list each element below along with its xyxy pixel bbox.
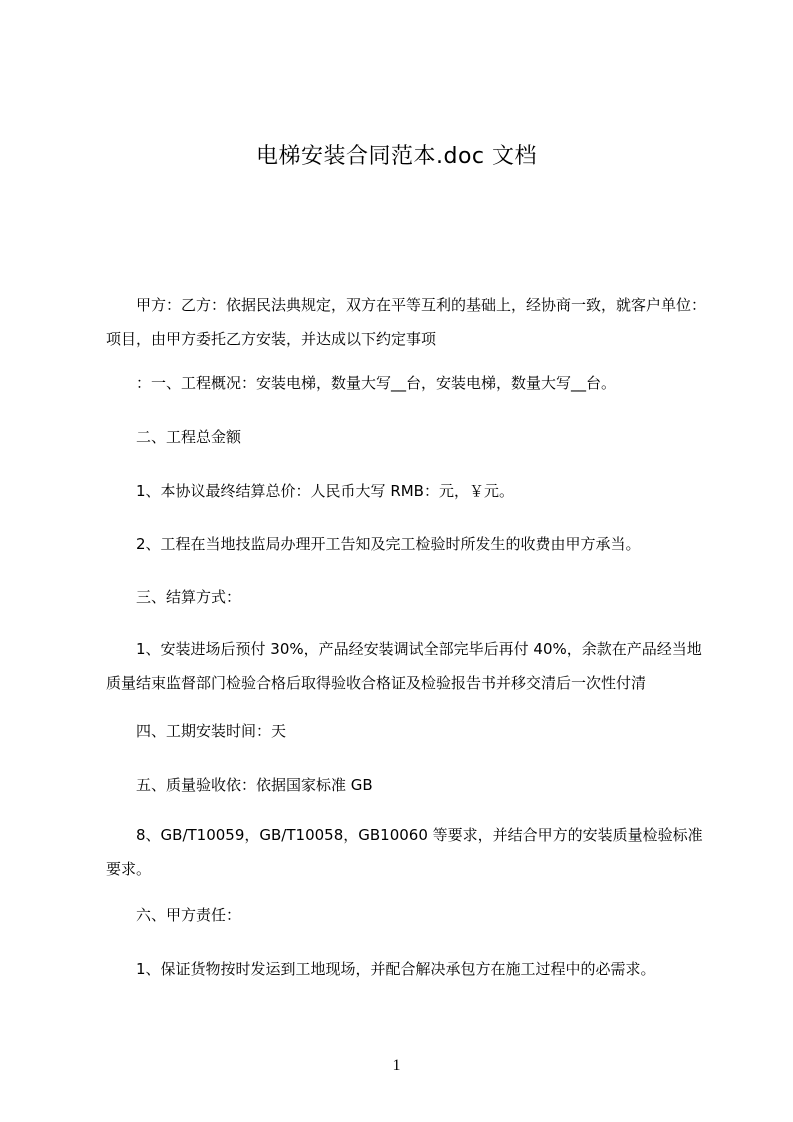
paragraph-section-4: 四、工期安装时间：天: [136, 722, 287, 740]
paragraph-standards: 8、GB/T10059，GB/T10058，GB10060 等要求，并结合甲方的安装质量检验标准要求。: [106, 826, 703, 878]
page-number: 1: [392, 1057, 401, 1074]
paragraph-item-2-1: 1、本协议最终结算总价：人民币大写 RMB：元，￥元。: [136, 482, 514, 500]
paragraph-item-3-1: 1、安装进场后预付 30%，产品经安装调试全部完毕后再付 40%，余款在产品经当地质量结束监督部门检验合格后取得验收合格证及检验报告书并移交清后一次性付清: [106, 640, 702, 692]
paragraph-item-6-1: 1、保证货物按时发运到工地现场，并配合解决承包方在施工过程中的必需求。: [136, 960, 656, 978]
paragraph-intro: 甲方：乙方：依据民法典规定，双方在平等互利的基础上，经协商一致，就客户单位：项目，由甲方委托乙方安装，并达成以下约定事项: [106, 296, 707, 348]
paragraph-section-1: ：一、工程概况：安装电梯，数量大写__台，安装电梯，数量大写__台。: [136, 374, 617, 392]
paragraph-section-3-heading: 三、结算方式：: [136, 588, 242, 606]
paragraph-section-5: 五、质量验收依：依据国家标准 GB: [136, 776, 373, 794]
document-title: 电梯安装合同范本.doc 文档: [255, 144, 537, 169]
paragraph-item-2-2: 2、工程在当地技监局办理开工告知及完工检验时所发生的收费由甲方承当。: [136, 535, 641, 553]
paragraph-section-2-heading: 二、工程总金额: [136, 428, 242, 446]
paragraph-section-6-heading: 六、甲方责任：: [136, 906, 242, 924]
